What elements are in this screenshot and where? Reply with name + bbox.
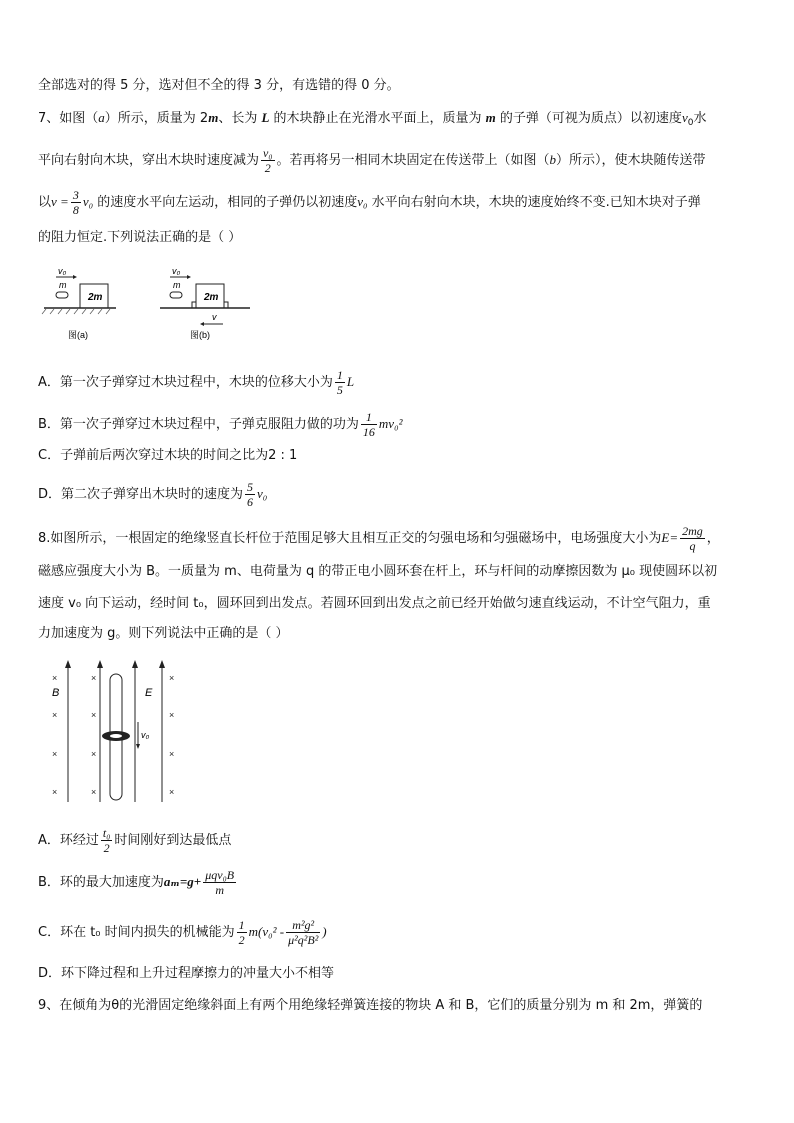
fig-b-v: v — [212, 312, 217, 322]
fraction — [680, 524, 705, 553]
cross-mark: × — [52, 673, 58, 683]
q7-option-c — [38, 446, 297, 466]
q7-text: 0 — [687, 118, 694, 128]
scoring-note: 全部选对的得 5 分，选对但不全的得 3 分，有选错的得 0 分。 — [38, 78, 400, 93]
cross-mark: × — [91, 787, 97, 797]
q7-text: ）所示，质量为 2 — [104, 111, 209, 126]
q8-option-b — [38, 868, 238, 897]
denominator: 16 — [362, 425, 375, 439]
option-text: m(v₀² - — [248, 924, 285, 939]
option-text: 时间刚好到达最低点 — [114, 833, 232, 848]
q7-text: 、长为 — [218, 111, 262, 126]
fraction — [245, 480, 255, 509]
cross-mark: × — [169, 749, 175, 759]
q7-line3 — [38, 188, 701, 217]
fig-a-v0: v₀ — [58, 266, 67, 276]
q7-text: v₀ — [357, 194, 368, 209]
q8-option-d: D．环下降过程和上升过程摩擦力的冲量大小不相等 — [38, 966, 335, 981]
q7-text: 的速度水平向左运动，相同的子弹仍以初速度 — [93, 195, 358, 210]
option-text: mv₀² — [378, 416, 403, 431]
denominator: 6 — [247, 495, 254, 509]
q7-text: v = — [51, 194, 69, 209]
option-text: C．环在 t₀ 时间内损失的机械能为 — [38, 925, 235, 940]
numerator: 1 — [361, 410, 377, 425]
q7-text: 水平向右射向木块，木块的速度始终不变.已知木块对子弹 — [367, 195, 701, 210]
denominator: μ²q²B² — [288, 933, 319, 947]
q7-text: 的子弹（可视为质点）以初速度 — [495, 111, 682, 126]
q8-line4: 力加速度为 g。则下列说法中正确的是（ ） — [38, 626, 289, 641]
option-text: D．第二次子弹穿出木块时的速度为 — [38, 487, 244, 502]
q8-line3: 速度 v₀ 向下运动，经时间 t₀，圆环回到出发点。若圆环回到出发点之前已经开始做匀速直线运动，不计空气阻力，重 — [38, 596, 711, 611]
denominator: 2 — [238, 933, 245, 947]
option-text: 2 : 1 — [268, 448, 298, 463]
q7-text: b — [549, 152, 557, 167]
q8-line2: 磁感应强度大小为 B。一质量为 m、电荷量为 q 的带正电小圆环套在杆上，环与杆间的动摩擦因数为 μ₀ 现使圆环以初 — [38, 564, 718, 579]
denominator: m — [215, 883, 224, 897]
fraction — [286, 918, 320, 947]
option-text: ) — [322, 924, 327, 939]
q7-text: L — [261, 110, 270, 125]
q7-text: 7、如图（ — [38, 111, 99, 126]
q7-option-b — [38, 410, 403, 439]
q7-text: a — [98, 110, 105, 125]
option-text: B．环的最大加速度为 — [38, 875, 164, 890]
option-text: B．第一次子弹穿过木块过程中，子弹克服阻力做的功为 — [38, 417, 359, 432]
fig-a-block: 2m — [88, 292, 103, 303]
fig-E-label: E — [145, 687, 153, 699]
option-text: L — [346, 374, 355, 389]
q7-line4: 的阻力恒定.下列说法正确的是（ ） — [38, 230, 242, 245]
q7-line2 — [38, 146, 706, 175]
q8-option-a — [38, 826, 231, 855]
q8-line1 — [38, 524, 720, 553]
q7-text: 水 — [693, 111, 707, 126]
bullet-b — [170, 292, 182, 298]
q7-text: 的木块静止在光滑水平面上，质量为 — [269, 111, 486, 126]
numerator: 2mg — [682, 524, 703, 538]
q7-option-a — [38, 368, 354, 397]
q9-line1: 9、在倾角为θ的光滑固定绝缘斜面上有两个用绝缘轻弹簧连接的物块 A 和 B，它们的质量分别为 m 和 2m，弹簧的 — [38, 998, 703, 1013]
fraction — [335, 368, 345, 397]
cross-mark: × — [52, 749, 58, 759]
option-text: A．环经过 — [38, 833, 99, 848]
fig-b-v0: v₀ — [172, 266, 181, 276]
fig-B-label: B — [52, 687, 60, 699]
q7-text: 。若再将另一相同木块固定在传送带上（如图（ — [276, 153, 550, 168]
numerator: v₀ — [263, 146, 273, 160]
q7-text: m — [485, 110, 496, 125]
fraction — [71, 188, 81, 217]
numerator: t₀ — [102, 826, 111, 840]
cross-mark: × — [91, 673, 97, 683]
q7-text: v₀ — [82, 194, 94, 209]
denominator: 8 — [72, 203, 79, 217]
denominator: q — [689, 539, 696, 553]
denominator: 2 — [264, 161, 271, 175]
numerator: m²g² — [286, 918, 320, 933]
fig-b-caption: 图(b) — [190, 330, 210, 340]
cross-mark: × — [52, 710, 58, 720]
q7-figure — [38, 262, 268, 348]
option-text: C．子弹前后两次穿过木块的时间之比为 — [38, 448, 269, 463]
q8-text: E= — [661, 530, 679, 545]
q7-text: ）所示），使木块随传送带 — [556, 153, 706, 168]
denominator: 5 — [336, 383, 343, 397]
cross-mark: × — [169, 710, 175, 720]
numerator: 5 — [247, 480, 254, 494]
numerator: μqv₀B — [205, 868, 235, 882]
q8-text: 8.如图所示，一根固定的绝缘竖直长杆位于范围足够大且相互正交的匀强电场和匀强磁场中，电场强度大小为 — [38, 531, 662, 546]
cross-mark: × — [91, 749, 97, 759]
cross-mark: × — [91, 710, 97, 720]
q7-text: v — [681, 110, 688, 125]
fraction — [261, 146, 275, 175]
q8-figure — [40, 656, 190, 806]
fraction — [361, 410, 377, 439]
fig-a-caption: 图(a) — [68, 330, 88, 340]
numerator: 3 — [72, 188, 79, 202]
fraction — [101, 826, 113, 855]
q7-text: 以 — [38, 195, 52, 210]
fig-b-block: 2m — [204, 292, 219, 303]
cross-mark: × — [52, 787, 58, 797]
q8-text: ， — [706, 531, 720, 546]
option-text: aₘ=g+ — [163, 874, 202, 889]
fig-a-m: m — [59, 280, 67, 290]
q7-text: m — [208, 110, 219, 125]
q7-text: 平向右射向木块，穿出木块时速度减为 — [38, 153, 260, 168]
cross-mark: × — [169, 787, 175, 797]
fraction — [203, 868, 236, 897]
cross-mark: × — [169, 673, 175, 683]
option-text: A．第一次子弹穿过木块过程中，木块的位移大小为 — [38, 375, 333, 390]
q7-line1 — [38, 108, 706, 133]
fraction — [237, 918, 247, 947]
denominator: 2 — [103, 841, 110, 855]
fig-v0-label: v₀ — [141, 730, 150, 740]
fig-b-m: m — [173, 280, 181, 290]
q8-option-c — [38, 918, 327, 947]
numerator: 1 — [238, 918, 245, 932]
bullet-a — [56, 292, 68, 298]
numerator: 1 — [336, 368, 343, 382]
q7-option-d — [38, 480, 267, 509]
option-text: v₀ — [257, 486, 268, 501]
